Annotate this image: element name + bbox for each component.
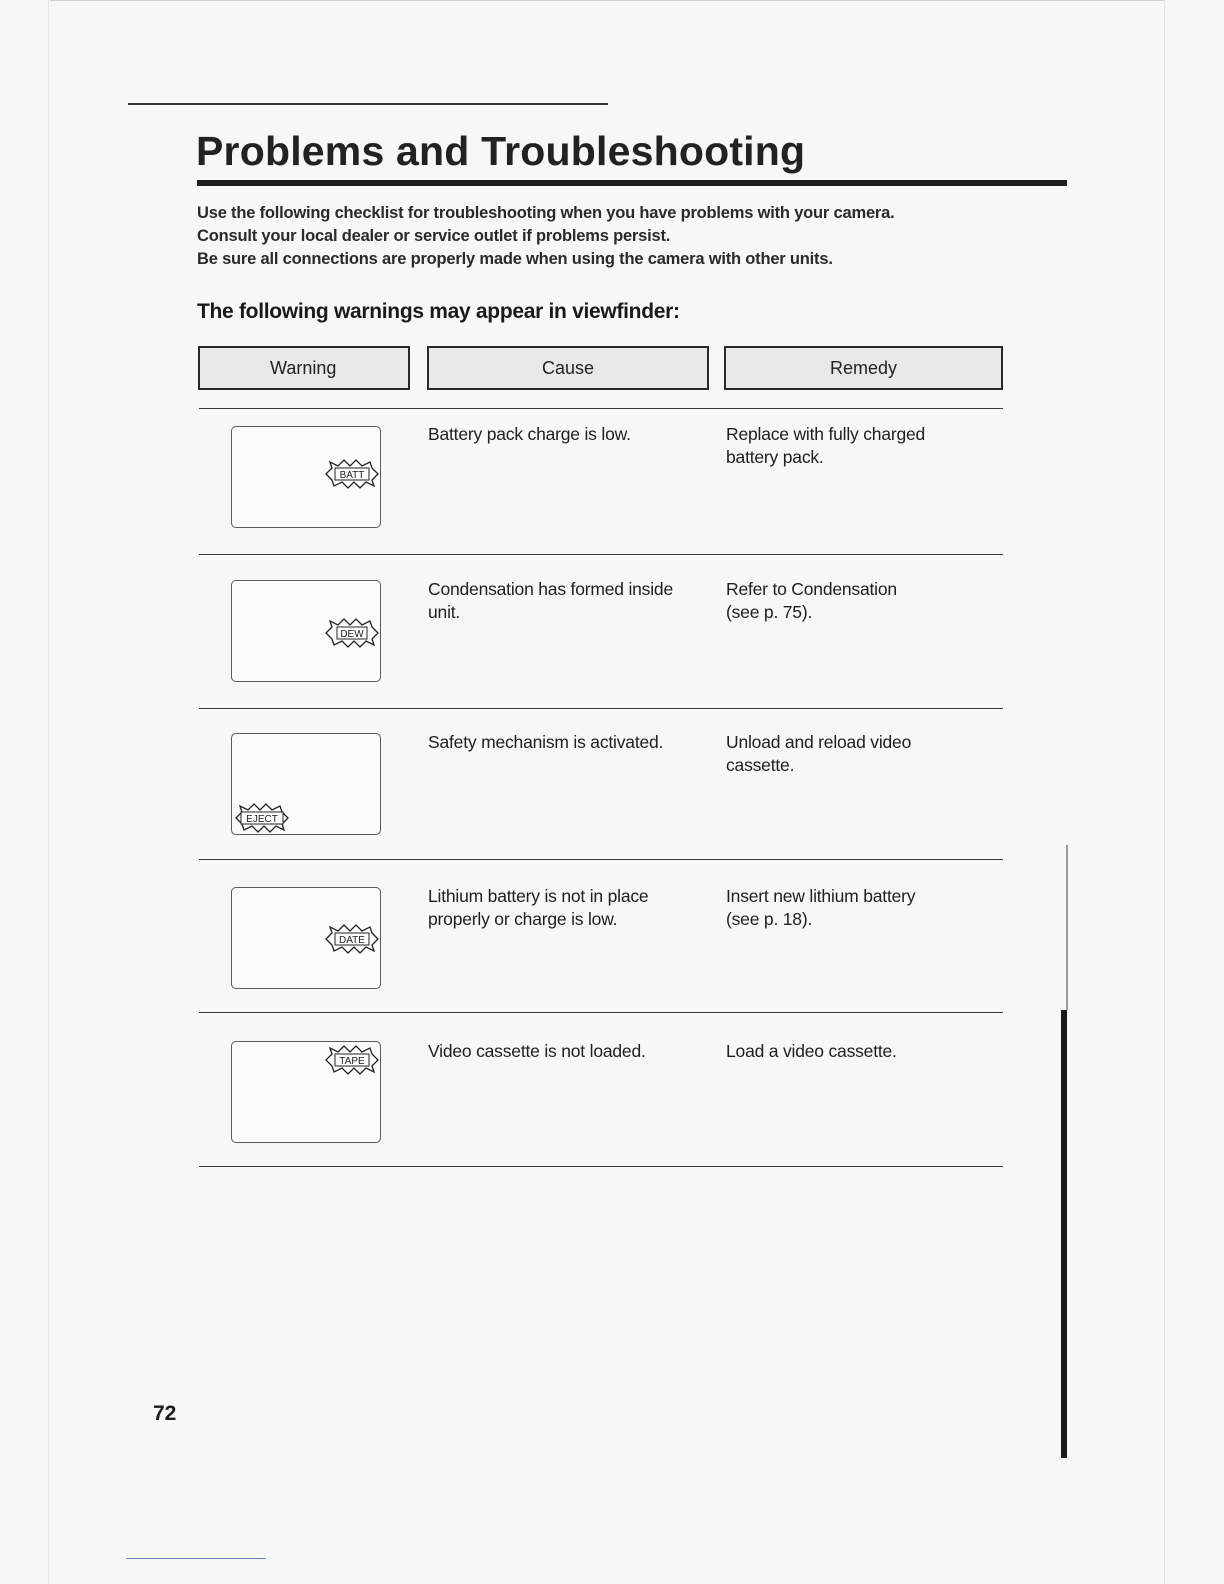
margin-mark bbox=[1061, 1010, 1067, 1458]
viewfinder-frame bbox=[231, 887, 381, 989]
intro-line: Be sure all connections are properly made when using the camera with other units. bbox=[197, 250, 833, 268]
indicator-label: EJECT bbox=[246, 814, 278, 825]
viewfinder-frame bbox=[231, 580, 381, 682]
remedy-text: Refer to Condensation (see p. 75). bbox=[726, 579, 897, 622]
section-subheading: The following warnings may appear in viewfinder: bbox=[197, 300, 680, 323]
page-edge-right bbox=[1164, 0, 1165, 1584]
batt-warning-icon bbox=[322, 458, 382, 490]
remedy-text: Unload and reload video cassette. bbox=[726, 732, 912, 775]
indicator-label: BATT bbox=[339, 470, 365, 481]
title-underline bbox=[197, 180, 1067, 186]
intro-paragraph bbox=[197, 202, 1057, 271]
cause-text: Battery pack charge is low. bbox=[428, 424, 631, 444]
eject-warning-icon bbox=[232, 802, 292, 834]
row-divider bbox=[199, 859, 1003, 860]
top-rule bbox=[128, 103, 608, 105]
page-number: 72 bbox=[153, 1402, 177, 1425]
page-edge-left bbox=[48, 0, 49, 1584]
indicator-label: TAPE bbox=[339, 1056, 365, 1067]
row-divider bbox=[199, 408, 1003, 409]
indicator-label: DEW bbox=[340, 629, 364, 640]
header-warning: Warning bbox=[198, 346, 410, 390]
indicator-label: DATE bbox=[339, 935, 365, 946]
row-divider bbox=[199, 708, 1003, 709]
cause-text: Condensation has formed inside unit. bbox=[428, 579, 673, 622]
viewfinder-frame bbox=[231, 1041, 381, 1143]
page-edge-mark bbox=[126, 1558, 266, 1559]
margin-mark bbox=[1066, 845, 1068, 1010]
cause-text: Safety mechanism is activated. bbox=[428, 732, 664, 752]
date-warning-icon bbox=[322, 923, 382, 955]
row-divider bbox=[199, 1166, 1003, 1167]
viewfinder-frame bbox=[231, 733, 381, 835]
tape-warning-icon bbox=[322, 1044, 382, 1076]
remedy-text: Replace with fully charged battery pack. bbox=[726, 424, 926, 467]
viewfinder-frame bbox=[231, 426, 381, 528]
row-divider bbox=[199, 554, 1003, 555]
remedy-text: Insert new lithium battery (see p. 18). bbox=[726, 886, 916, 929]
intro-line: Consult your local dealer or service outlet if problems persist. bbox=[197, 227, 671, 245]
page-title: Problems and Troubleshooting bbox=[196, 128, 806, 174]
row-divider bbox=[199, 1012, 1003, 1013]
header-cause: Cause bbox=[427, 346, 709, 390]
page-edge bbox=[50, 0, 1165, 1]
cause-text: Video cassette is not loaded. bbox=[428, 1041, 646, 1061]
header-remedy: Remedy bbox=[724, 346, 1003, 390]
dew-warning-icon bbox=[322, 617, 382, 649]
cause-text: Lithium battery is not in place properly or charge is low. bbox=[428, 886, 649, 929]
intro-line: Use the following checklist for troubleshooting when you have problems with your camera. bbox=[197, 204, 895, 222]
remedy-text: Load a video cassette. bbox=[726, 1041, 897, 1061]
